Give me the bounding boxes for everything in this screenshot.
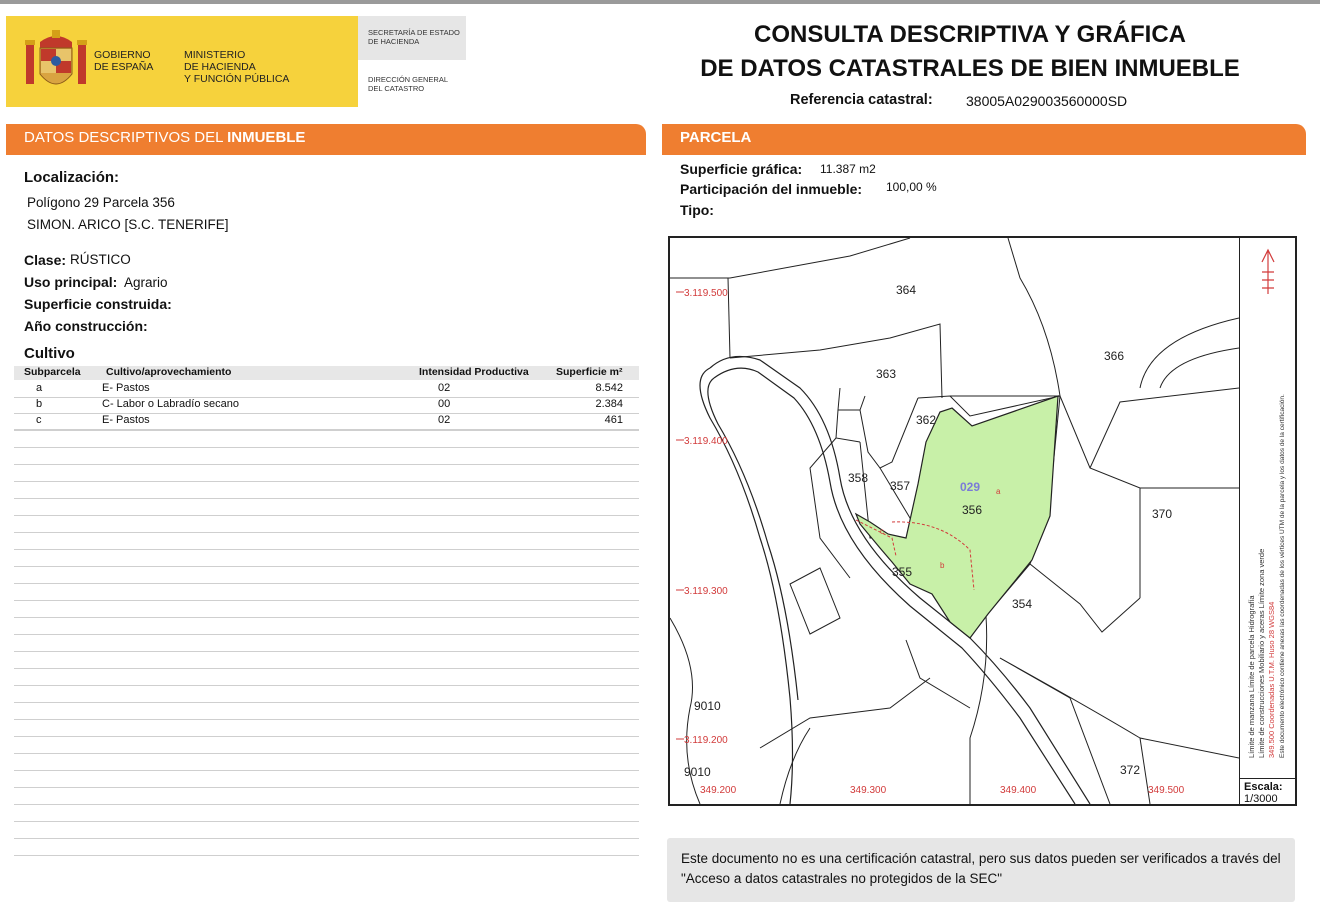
clase-label: Clase: — [24, 252, 67, 268]
participacion-value: 100,00 % — [886, 180, 937, 194]
empty-row-rule — [14, 821, 639, 822]
localizacion-label: Localización: — [24, 169, 120, 186]
ministerio-text: MINISTERIO DE HACIENDA Y FUNCIÓN PÚBLICA — [184, 49, 290, 85]
band-strong: INMUEBLE — [227, 129, 306, 146]
y-coord-label: 3.119.200 — [684, 735, 728, 746]
north-arrow-icon — [1262, 250, 1274, 294]
parcel-number-label: 9010 — [694, 699, 721, 713]
empty-row-rule — [14, 583, 639, 584]
right-band-rule — [662, 154, 1306, 155]
top-border — [0, 0, 1320, 4]
empty-row-rule — [14, 549, 639, 550]
x-coord-label: 349.400 — [1000, 785, 1037, 796]
subparcel-label: b — [940, 561, 945, 570]
subparcel-label: c — [880, 527, 884, 536]
row-sub: c — [36, 414, 42, 426]
map-legend — [1239, 238, 1295, 778]
parcel-number-label: 356 — [962, 503, 983, 517]
secretaria-box — [358, 16, 466, 60]
right-band-side — [1305, 135, 1306, 155]
empty-row-rule — [14, 770, 639, 771]
left-band-side — [645, 135, 646, 155]
col-superficie: Superficie m² — [556, 366, 623, 378]
legend-text-3: 349.500 Coordenadas U.T.M. Huso 28 WGS84 — [1267, 601, 1276, 758]
col-subparcela: Subparcela — [24, 366, 81, 378]
x-coord-label: 349.500 — [1148, 785, 1185, 796]
parcel-number-label: 363 — [876, 367, 897, 381]
empty-row-rule — [14, 804, 639, 805]
title-line-1: CONSULTA DESCRIPTIVA Y GRÁFICA — [753, 21, 1187, 48]
coat-of-arms-icon — [24, 26, 88, 98]
x-coord-label: 349.200 — [700, 785, 737, 796]
uso-label: Uso principal: — [24, 274, 118, 290]
empty-row-rule — [14, 702, 639, 703]
row-superficie: 461 — [604, 414, 623, 426]
legend-text-1: Límite de manzana Límite de parcela Hidrografía — [1247, 595, 1256, 758]
superficie-construida-label: Superficie construida: — [24, 296, 172, 312]
row-intensidad: 00 — [438, 398, 451, 410]
empty-row-rule — [14, 651, 639, 652]
parcel-number-label: 366 — [1104, 349, 1125, 363]
referencia-value: 38005A029003560000SD — [966, 93, 1128, 109]
empty-row-rule — [14, 447, 639, 448]
empty-row-rule — [14, 668, 639, 669]
y-coord-label: 3.119.300 — [684, 586, 728, 597]
parcel-number-label: 362 — [916, 413, 937, 427]
participacion-label: Participación del inmueble: — [680, 181, 863, 197]
scale-label: Escala: — [1244, 781, 1283, 793]
parcel-number-label: 355 — [892, 565, 913, 579]
y-coord-label: 3.119.400 — [684, 436, 728, 447]
empty-row-rule — [14, 736, 639, 737]
row-sub: b — [36, 398, 43, 410]
x-coord-label: 349.300 — [850, 785, 887, 796]
parcel-number-label: 364 — [896, 283, 917, 297]
title-line-2: DE DATOS CATASTRALES DE BIEN INMUEBLE — [700, 55, 1240, 82]
empty-row-rule — [14, 617, 639, 618]
disclaimer-notice: Este documento no es una certificación catastral, pero sus datos pueden ser verificados a través del "Acceso a datos catastrales no protegidos de la SEC" — [667, 838, 1295, 902]
empty-row-rule — [14, 719, 639, 720]
superficie-grafica-value: 11.387 m2 — [820, 162, 876, 176]
empty-row-rule — [14, 566, 639, 567]
empty-row-rule — [14, 481, 639, 482]
page-title — [690, 18, 1250, 86]
empty-row-rule — [14, 685, 639, 686]
parcel-number-label: 354 — [1012, 597, 1033, 611]
row-intensidad: 02 — [438, 414, 451, 426]
parcel-number-label: 358 — [848, 471, 869, 485]
government-logo — [6, 16, 358, 107]
map-drawing — [670, 238, 1239, 804]
row-superficie: 8.542 — [595, 382, 623, 394]
empty-row-rule — [14, 600, 639, 601]
empty-row-rule — [14, 838, 639, 839]
row-superficie: 2.384 — [595, 398, 623, 410]
uso-value: Agrario — [124, 275, 168, 290]
empty-row-rule — [14, 634, 639, 635]
cultivo-table-header — [14, 366, 639, 380]
empty-row-rule — [14, 787, 639, 788]
clase-value: RÚSTICO — [70, 252, 131, 267]
cultivo-title: Cultivo — [24, 345, 75, 362]
table-row — [14, 398, 639, 414]
table-row — [14, 414, 639, 430]
localizacion-line-1: Polígono 29 Parcela 356 — [27, 195, 175, 210]
subparcel-label: a — [996, 487, 1001, 496]
direccion-text: DIRECCIÓN GENERAL DEL CATASTRO — [368, 75, 449, 93]
row-cultivo: C- Labor o Labradío secano — [102, 398, 239, 410]
gobierno-text: GOBIERNO DE ESPAÑA — [94, 49, 154, 73]
referencia-label: Referencia catastral: — [790, 92, 933, 108]
legend-text-4: Este documento electrónico contiene anexas las coordenadas de los vértices UTM de la parcela y los datos de la certificación. — [1279, 394, 1286, 758]
parcel-number-label: 9010 — [684, 765, 711, 779]
cadastral-map[interactable] — [668, 236, 1297, 806]
secretaria-text: SECRETARÍA DE ESTADO DE HACIENDA — [368, 28, 460, 46]
left-band-rule — [6, 154, 646, 155]
y-coord-label: 3.119.500 — [684, 288, 728, 299]
datos-descriptivos-header — [6, 124, 646, 154]
localizacion-line-2: SIMON. ARICO [S.C. TENERIFE] — [27, 217, 229, 232]
scale-value: 1/3000 — [1244, 793, 1278, 805]
anio-construccion-label: Año construcción: — [24, 318, 148, 334]
band-prefix: DATOS DESCRIPTIVOS DEL — [24, 129, 228, 146]
parcel-number-label: 370 — [1152, 507, 1173, 521]
empty-row-rule — [14, 430, 639, 431]
scale-box — [1239, 778, 1295, 804]
parcel-number-label: 372 — [1120, 763, 1141, 777]
poligono-label: 029 — [960, 480, 981, 494]
superficie-grafica-label: Superficie gráfica: — [680, 161, 803, 177]
legend-text-2: Límite de construcciones Mobiliario y aceras Límite zona verde — [1257, 548, 1266, 758]
empty-table-rows — [14, 430, 639, 882]
empty-row-rule — [14, 753, 639, 754]
col-cultivo: Cultivo/aprovechamiento — [106, 366, 232, 378]
row-intensidad: 02 — [438, 382, 451, 394]
col-intensidad: Intensidad Productiva — [419, 366, 529, 378]
row-cultivo: E- Pastos — [102, 382, 150, 394]
empty-row-rule — [14, 498, 639, 499]
parcela-header: PARCELA — [662, 124, 1306, 154]
row-sub: a — [36, 382, 43, 394]
parcel-number-label: 357 — [890, 479, 911, 493]
table-row — [14, 382, 639, 398]
empty-row-rule — [14, 464, 639, 465]
row-cultivo: E- Pastos — [102, 414, 150, 426]
empty-row-rule — [14, 855, 639, 856]
empty-row-rule — [14, 515, 639, 516]
empty-row-rule — [14, 532, 639, 533]
tipo-label: Tipo: — [680, 202, 714, 218]
